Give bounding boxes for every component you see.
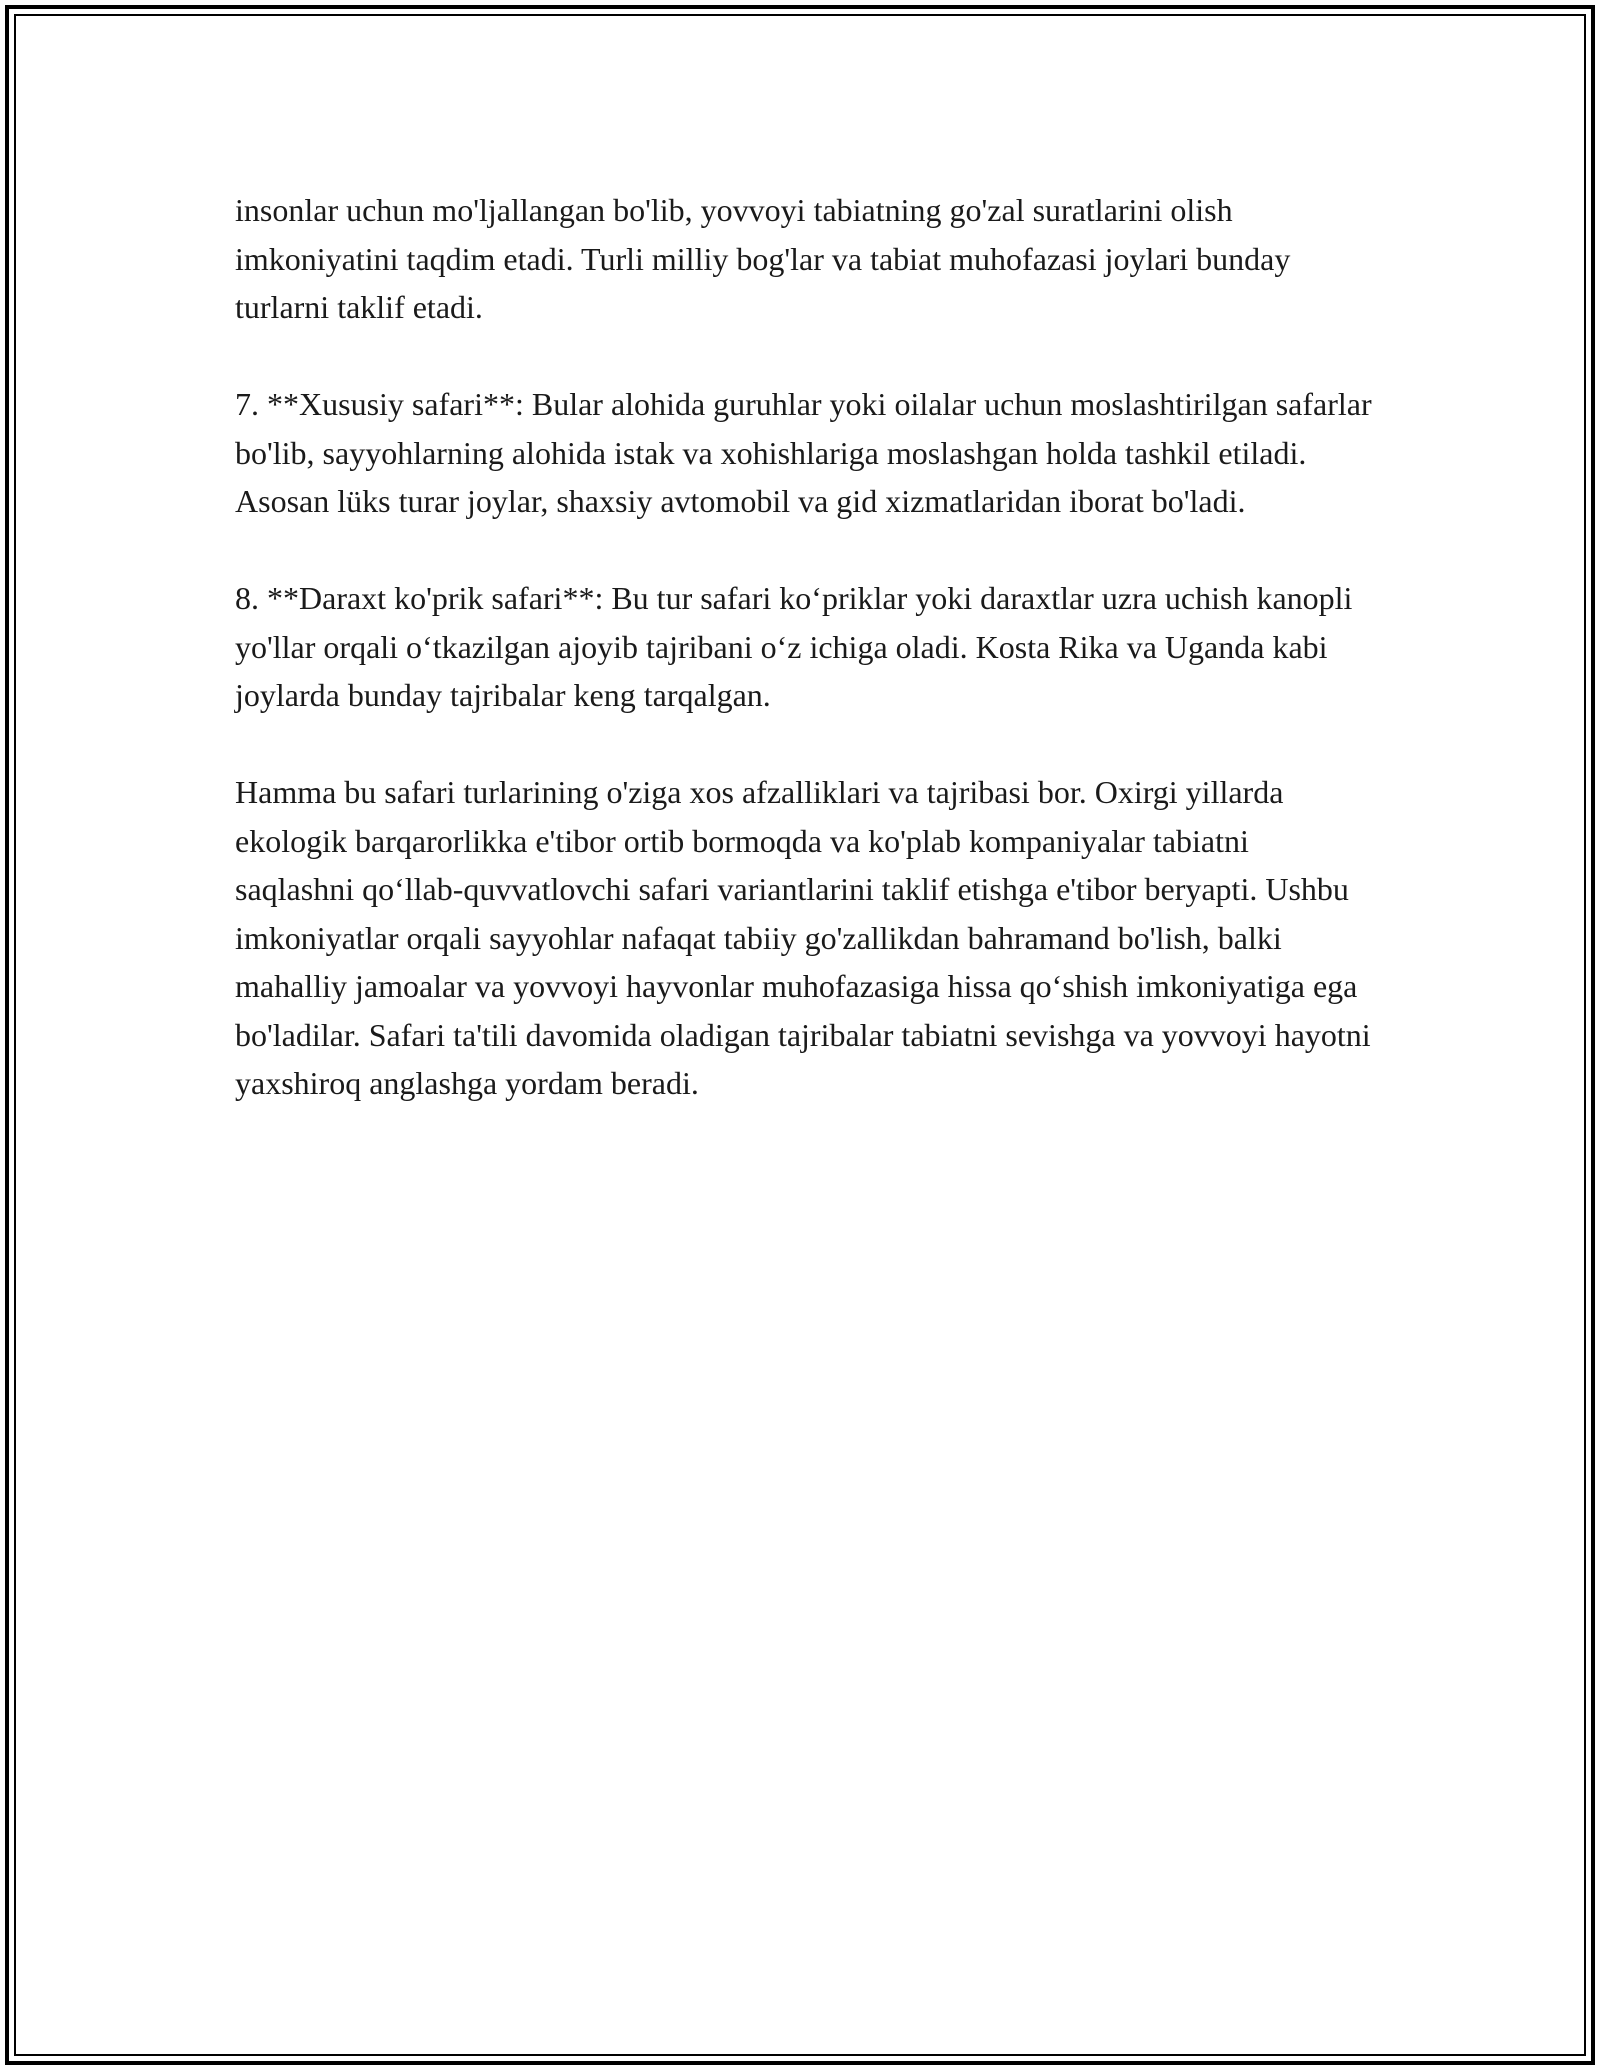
paragraph-continuation: insonlar uchun mo'ljallangan bo'lib, yovvoyi tabiatning go'zal suratlarini olish imkoniyatini taqdim etadi. Turli milliy bog'lar va tabiat muhofazasi joylari bunday turlarni taklif etadi. — [235, 192, 1291, 325]
paragraph-conclusion: Hamma bu safari turlarining o'ziga xos afzalliklari va tajribasi bor. Oxirgi yillarda ekologik barqarorlikka e'tibor ortib bormoqda va ko'plab kompaniyalar tabiatni saqlashni qo‘llab-quvvatlovchi safari variantlarini taklif etishga e'tibor beryapti. Ushbu imkoniyatlar orqali sayyohlar nafaqat tabiiy go'zallikdan bahramand bo'lish, balki mahalliy jamoalar va yovvoyi hayvonlar muhofazasiga hissa qo‘shish imkoniyatiga ega bo'ladilar. Safari ta'tili davomida oladigan tajribalar tabiatni sevishga va yovvoyi hayotni yaxshiroq anglashga yordam beradi. — [235, 774, 1371, 1101]
paragraph-canopy-safari: 8. **Daraxt ko'prik safari**: Bu tur safari ko‘priklar yoki daraxtlar uzra uchish kanopli yo'llar orqali o‘tkazilgan ajoyib tajribani o‘z ichiga oladi. Kosta Rika va Uganda kabi joylarda bunday tajribalar keng tarqalgan. — [235, 580, 1353, 713]
paragraph-private-safari: 7. **Xususiy safari**: Bular alohida guruhlar yoki oilalar uchun moslashtirilgan safarlar bo'lib, sayyohlarning alohida istak va xohishlariga moslashgan holda tashkil etiladi. Asosan lüks turar joylar, shaxsiy avtomobil va gid xizmatlaridan iborat bo'ladi. — [235, 386, 1372, 519]
document-body — [235, 186, 1375, 1156]
